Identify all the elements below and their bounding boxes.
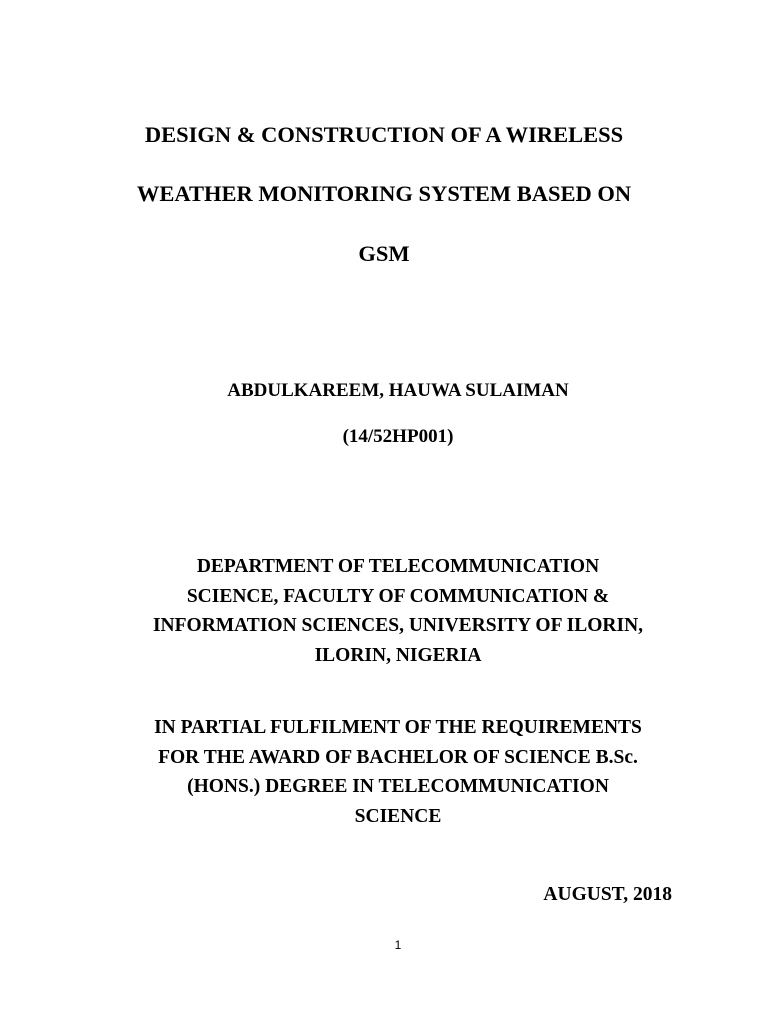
- award-line-4: SCIENCE: [354, 805, 442, 827]
- department-line-2: SCIENCE, FACULTY OF COMMUNICATION &: [186, 585, 610, 607]
- submission-date: AUGUST, 2018: [543, 884, 672, 905]
- department-line-1: DEPARTMENT OF TELECOMMUNICATION: [196, 556, 600, 577]
- award-line-1: IN PARTIAL FULFILMENT OF THE REQUIREMENTS: [154, 717, 642, 738]
- matric-number: (14/52HP001): [342, 426, 454, 447]
- award-statement-block: [0, 713, 768, 831]
- title-line-1: DESIGN & CONSTRUCTION OF A WIRELESS: [144, 122, 624, 147]
- award-line-3: (HONS.) DEGREE IN TELECOMMUNICATION: [187, 776, 609, 797]
- title-line-2: WEATHER MONITORING SYSTEM BASED ON: [136, 181, 632, 206]
- department-block: [0, 552, 768, 670]
- department-line-4: ILORIN, NIGERIA: [314, 644, 482, 666]
- award-line-2: FOR THE AWARD OF BACHELOR OF SCIENCE B.Sc.: [158, 746, 638, 768]
- title-line-3: GSM: [358, 241, 410, 266]
- page-number: 1: [394, 938, 402, 952]
- author-name: ABDULKAREEM, HAUWA SULAIMAN: [227, 380, 569, 401]
- department-line-3: INFORMATION SCIENCES, UNIVERSITY OF ILORIN,: [152, 615, 644, 636]
